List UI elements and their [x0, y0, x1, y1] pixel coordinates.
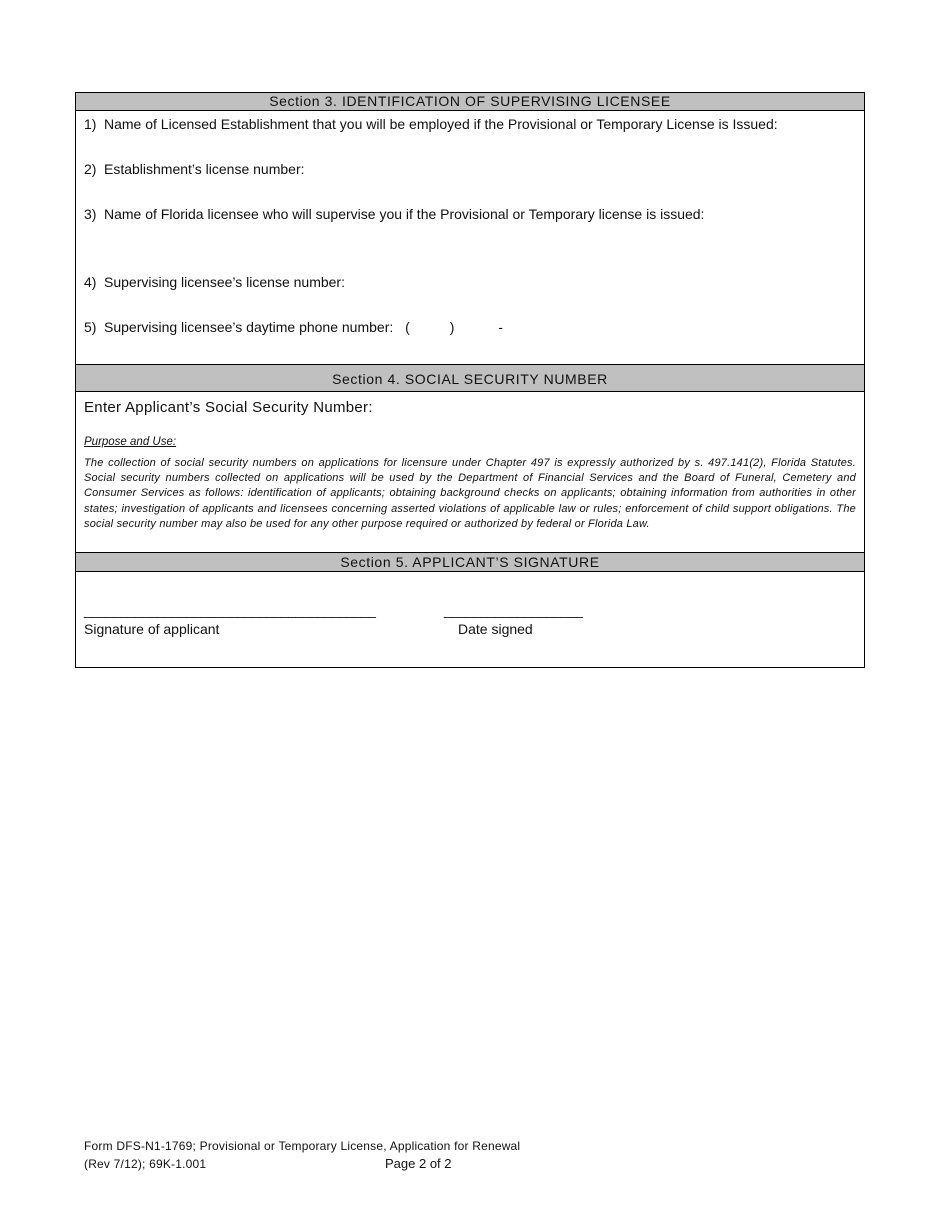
- section5-body: [76, 572, 864, 667]
- purpose-title: Purpose and Use:: [84, 436, 177, 448]
- signature-line: ________________________________________: [84, 602, 376, 618]
- question-number: 4): [84, 274, 97, 290]
- question-number: 5): [84, 319, 97, 335]
- page-number: Page 2 of 2: [385, 1156, 452, 1171]
- phone-open-paren: (: [405, 319, 410, 335]
- question-text: Supervising licensee’s license number:: [104, 274, 345, 290]
- question-number: 2): [84, 161, 97, 177]
- phone-close-paren: ): [449, 319, 455, 335]
- question-3: [84, 206, 704, 222]
- section4-header: Section 4. SOCIAL SECURITY NUMBER: [76, 364, 864, 392]
- question-text: Establishment’s license number:: [104, 161, 305, 177]
- footer-form-title: Form DFS-N1-1769; Provisional or Temporary License, Application for Renewal: [84, 1139, 521, 1153]
- section5-header: Section 5. APPLICANT’S SIGNATURE: [76, 552, 864, 572]
- question-2: [84, 161, 305, 177]
- question-4: [84, 274, 345, 290]
- footer-revision: (Rev 7/12); 69K-1.001: [84, 1157, 207, 1171]
- application-form: [75, 92, 865, 668]
- question-text: Supervising licensee’s daytime phone number:: [104, 319, 394, 335]
- phone-dash: -: [498, 319, 503, 335]
- question-text: Name of Licensed Establishment that you will be employed if the Provisional or Temporary License is Issued:: [104, 116, 778, 132]
- question-number: 3): [84, 206, 97, 222]
- signature-label: Signature of applicant: [84, 621, 220, 637]
- section4-body: [76, 392, 864, 552]
- question-number: 1): [84, 116, 97, 132]
- question-text: Name of Florida licensee who will supervise you if the Provisional or Temporary license is issued:: [104, 206, 705, 222]
- section3-body: [76, 111, 864, 364]
- ssn-label: Enter Applicant’s Social Security Number:: [84, 399, 373, 416]
- date-label: Date signed: [458, 621, 533, 637]
- section3-header: Section 3. IDENTIFICATION OF SUPERVISING LICENSEE: [76, 93, 864, 111]
- purpose-text: The collection of social security numbers on applications for licensure under Chapter 497 is expressly authorized by s. 497.141(2), Florida Statutes. Social security numbers collected on applications will be used by the Department of Financial Services and the Board of Funeral, Cemetery and Consumer Services as follows: identification of applicants; obtaining background checks on applicants; obtaining information from authorities in other states; investigation of applicants and licensees concerning asserted violations of applicable law or rules; enforcement of child support obligations. The social security number may also be used for any other purpose required or authorized by federal or Florida Law.: [84, 457, 856, 530]
- question-5: [84, 319, 503, 335]
- date-line: ___________________: [444, 602, 583, 618]
- question-1: [84, 116, 778, 132]
